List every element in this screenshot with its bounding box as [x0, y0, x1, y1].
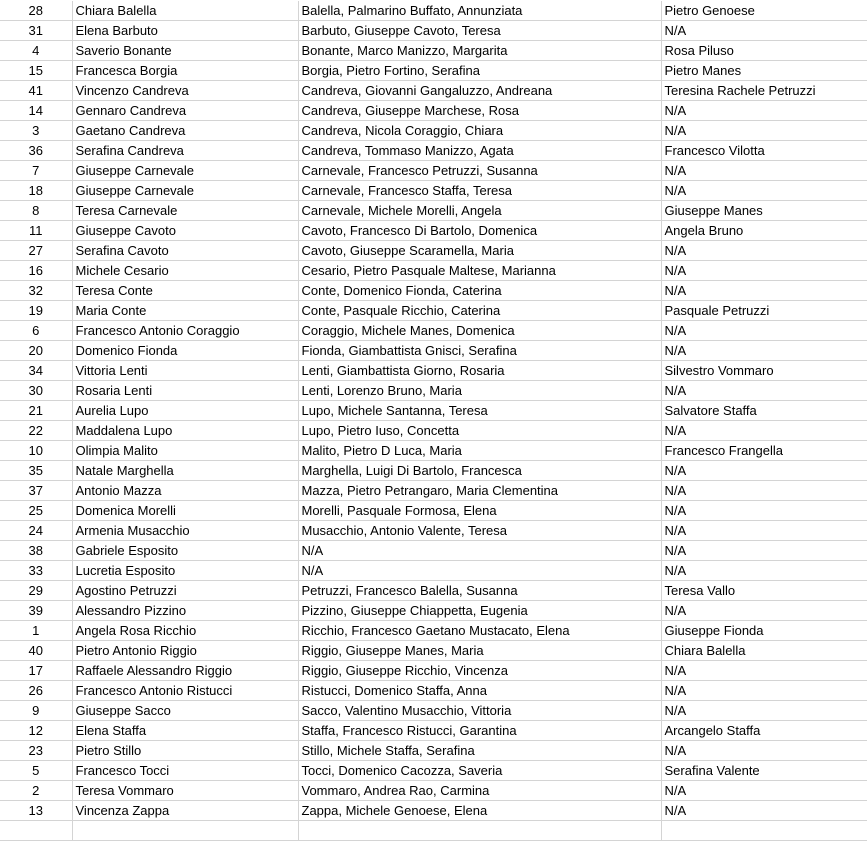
table-row: [0, 801, 867, 821]
parents-cell[interactable]: Conte, Pasquale Ricchio, Caterina: [298, 301, 661, 321]
spouse-cell[interactable]: Pietro Manes: [661, 61, 867, 81]
parents-cell[interactable]: Bonante, Marco Manizzo, Margarita: [298, 41, 661, 61]
parents-cell[interactable]: Lenti, Giambattista Giorno, Rosaria: [298, 361, 661, 381]
spouse-cell[interactable]: Angela Bruno: [661, 221, 867, 241]
spouse-cell[interactable]: Silvestro Vommaro: [661, 361, 867, 381]
parents-cell[interactable]: Staffa, Francesco Ristucci, Garantina: [298, 721, 661, 741]
name-cell[interactable]: Giuseppe Carnevale: [72, 181, 298, 201]
table-row: [0, 501, 867, 521]
parents-cell[interactable]: Sacco, Valentino Musacchio, Vittoria: [298, 701, 661, 721]
id-cell[interactable]: 13: [0, 801, 72, 821]
table-row: [0, 581, 867, 601]
table-row: [0, 261, 867, 281]
id-cell[interactable]: 24: [0, 521, 72, 541]
spouse-cell[interactable]: N/A: [661, 21, 867, 41]
parents-cell[interactable]: Zappa, Michele Genoese, Elena: [298, 801, 661, 821]
id-cell[interactable]: 14: [0, 101, 72, 121]
parents-cell[interactable]: Ricchio, Francesco Gaetano Mustacato, Elena: [298, 621, 661, 641]
name-cell[interactable]: Saverio Bonante: [72, 41, 298, 61]
id-cell[interactable]: 1: [0, 621, 72, 641]
id-cell[interactable]: 34: [0, 361, 72, 381]
id-cell[interactable]: 8: [0, 201, 72, 221]
table-row: [0, 421, 867, 441]
spouse-cell[interactable]: Giuseppe Manes: [661, 201, 867, 221]
id-cell[interactable]: 28: [0, 1, 72, 21]
parents-cell[interactable]: Riggio, Giuseppe Manes, Maria: [298, 641, 661, 661]
table-row: [0, 81, 867, 101]
spreadsheet-grid: [0, 1, 867, 841]
spouse-cell[interactable]: Teresina Rachele Petruzzi: [661, 81, 867, 101]
spouse-cell[interactable]: Salvatore Staffa: [661, 401, 867, 421]
table-row: [0, 461, 867, 481]
spouse-cell[interactable]: N/A: [661, 501, 867, 521]
parents-cell[interactable]: Tocci, Domenico Cacozza, Saveria: [298, 761, 661, 781]
spouse-cell[interactable]: N/A: [661, 601, 867, 621]
name-cell[interactable]: Giuseppe Carnevale: [72, 161, 298, 181]
name-cell[interactable]: Gaetano Candreva: [72, 121, 298, 141]
name-cell[interactable]: Angela Rosa Ricchio: [72, 621, 298, 641]
parents-cell[interactable]: N/A: [298, 561, 661, 581]
name-cell[interactable]: Vincenza Zappa: [72, 801, 298, 821]
name-cell[interactable]: Raffaele Alessandro Riggio: [72, 661, 298, 681]
parents-cell[interactable]: Conte, Domenico Fionda, Caterina: [298, 281, 661, 301]
parents-cell[interactable]: Cavoto, Giuseppe Scaramella, Maria: [298, 241, 661, 261]
id-cell[interactable]: 4: [0, 41, 72, 61]
spouse-cell[interactable]: N/A: [661, 521, 867, 541]
parents-cell[interactable]: Ristucci, Domenico Staffa, Anna: [298, 681, 661, 701]
name-cell[interactable]: Rosaria Lenti: [72, 381, 298, 401]
name-cell[interactable]: Teresa Vommaro: [72, 781, 298, 801]
id-cell[interactable]: 41: [0, 81, 72, 101]
table-row: [0, 761, 867, 781]
table-row: [0, 621, 867, 641]
id-cell[interactable]: 29: [0, 581, 72, 601]
spouse-cell[interactable]: N/A: [661, 161, 867, 181]
table-row: [0, 441, 867, 461]
name-cell[interactable]: Alessandro Pizzino: [72, 601, 298, 621]
name-cell[interactable]: Maddalena Lupo: [72, 421, 298, 441]
id-cell[interactable]: 33: [0, 561, 72, 581]
table-row: [0, 301, 867, 321]
table-row: [0, 101, 867, 121]
name-cell[interactable]: Giuseppe Cavoto: [72, 221, 298, 241]
table-row: [0, 481, 867, 501]
id-cell[interactable]: 20: [0, 341, 72, 361]
spouse-cell[interactable]: N/A: [661, 281, 867, 301]
name-cell[interactable]: Natale Marghella: [72, 461, 298, 481]
name-cell[interactable]: Francesca Borgia: [72, 61, 298, 81]
name-cell[interactable]: Vittoria Lenti: [72, 361, 298, 381]
name-cell[interactable]: Agostino Petruzzi: [72, 581, 298, 601]
parents-cell[interactable]: Borgia, Pietro Fortino, Serafina: [298, 61, 661, 81]
id-cell[interactable]: 32: [0, 281, 72, 301]
name-cell[interactable]: Francesco Antonio Coraggio: [72, 321, 298, 341]
name-cell[interactable]: Teresa Carnevale: [72, 201, 298, 221]
parents-cell[interactable]: Coraggio, Michele Manes, Domenica: [298, 321, 661, 341]
spouse-cell[interactable]: N/A: [661, 241, 867, 261]
spouse-cell[interactable]: Francesco Vilotta: [661, 141, 867, 161]
spouse-cell[interactable]: N/A: [661, 121, 867, 141]
name-cell[interactable]: Chiara Balella: [72, 1, 298, 21]
id-cell[interactable]: 31: [0, 21, 72, 41]
name-cell[interactable]: Elena Barbuto: [72, 21, 298, 41]
spouse-cell[interactable]: N/A: [661, 481, 867, 501]
spouse-cell[interactable]: Francesco Frangella: [661, 441, 867, 461]
id-cell[interactable]: 3: [0, 121, 72, 141]
name-cell[interactable]: Domenica Morelli: [72, 501, 298, 521]
spouse-cell[interactable]: N/A: [661, 781, 867, 801]
spouse-cell[interactable]: N/A: [661, 321, 867, 341]
table-row: [0, 681, 867, 701]
parents-cell[interactable]: Petruzzi, Francesco Balella, Susanna: [298, 581, 661, 601]
spouse-cell[interactable]: N/A: [661, 421, 867, 441]
id-cell[interactable]: 19: [0, 301, 72, 321]
parents-cell[interactable]: Carnevale, Michele Morelli, Angela: [298, 201, 661, 221]
parents-cell[interactable]: Candreva, Giovanni Gangaluzzo, Andreana: [298, 81, 661, 101]
spouse-cell[interactable]: N/A: [661, 701, 867, 721]
parents-cell[interactable]: Carnevale, Francesco Staffa, Teresa: [298, 181, 661, 201]
parents-cell[interactable]: Lupo, Michele Santanna, Teresa: [298, 401, 661, 421]
parents-cell[interactable]: Balella, Palmarino Buffato, Annunziata: [298, 1, 661, 21]
parents-cell[interactable]: Candreva, Nicola Coraggio, Chiara: [298, 121, 661, 141]
name-cell[interactable]: Vincenzo Candreva: [72, 81, 298, 101]
name-cell[interactable]: Elena Staffa: [72, 721, 298, 741]
table-row: [0, 561, 867, 581]
spouse-cell[interactable]: N/A: [661, 181, 867, 201]
table-row: [0, 161, 867, 181]
table-row: [0, 141, 867, 161]
parents-cell[interactable]: Pizzino, Giuseppe Chiappetta, Eugenia: [298, 601, 661, 621]
parents-cell[interactable]: Carnevale, Francesco Petruzzi, Susanna: [298, 161, 661, 181]
parents-cell[interactable]: Candreva, Giuseppe Marchese, Rosa: [298, 101, 661, 121]
id-cell[interactable]: 37: [0, 481, 72, 501]
spouse-cell[interactable]: N/A: [661, 261, 867, 281]
id-cell[interactable]: 6: [0, 321, 72, 341]
spouse-cell[interactable]: Teresa Vallo: [661, 581, 867, 601]
name-cell[interactable]: Teresa Conte: [72, 281, 298, 301]
id-cell[interactable]: 10: [0, 441, 72, 461]
name-cell[interactable]: Olimpia Malito: [72, 441, 298, 461]
table-row: [0, 241, 867, 261]
table-row: [0, 701, 867, 721]
id-cell[interactable]: 23: [0, 741, 72, 761]
table-row: [0, 381, 867, 401]
parents-cell[interactable]: Vommaro, Andrea Rao, Carmina: [298, 781, 661, 801]
name-cell[interactable]: Domenico Fionda: [72, 341, 298, 361]
id-cell[interactable]: 11: [0, 221, 72, 241]
empty-row: [0, 821, 867, 841]
spouse-cell[interactable]: Rosa Piluso: [661, 41, 867, 61]
parents-cell[interactable]: Lenti, Lorenzo Bruno, Maria: [298, 381, 661, 401]
parents-cell[interactable]: Cavoto, Francesco Di Bartolo, Domenica: [298, 221, 661, 241]
table-row: [0, 361, 867, 381]
spouse-cell[interactable]: Pasquale Petruzzi: [661, 301, 867, 321]
table-row: [0, 541, 867, 561]
id-cell[interactable]: 5: [0, 761, 72, 781]
parents-cell[interactable]: Candreva, Tommaso Manizzo, Agata: [298, 141, 661, 161]
table-row: [0, 61, 867, 81]
id-cell[interactable]: 27: [0, 241, 72, 261]
table-row: [0, 401, 867, 421]
grid-body: [0, 1, 867, 841]
name-cell[interactable]: Serafina Cavoto: [72, 241, 298, 261]
spouse-cell[interactable]: N/A: [661, 541, 867, 561]
parents-cell[interactable]: Malito, Pietro D Luca, Maria: [298, 441, 661, 461]
table-row: [0, 521, 867, 541]
table-row: [0, 1, 867, 21]
id-cell[interactable]: 7: [0, 161, 72, 181]
parents-cell[interactable]: Cesario, Pietro Pasquale Maltese, Marianna: [298, 261, 661, 281]
empty-cell[interactable]: [72, 821, 298, 841]
spouse-cell[interactable]: N/A: [661, 101, 867, 121]
name-cell[interactable]: Francesco Antonio Ristucci: [72, 681, 298, 701]
id-cell[interactable]: 21: [0, 401, 72, 421]
id-cell[interactable]: 15: [0, 61, 72, 81]
table-row: [0, 341, 867, 361]
table-row: [0, 121, 867, 141]
spouse-cell[interactable]: N/A: [661, 681, 867, 701]
name-cell[interactable]: Francesco Tocci: [72, 761, 298, 781]
name-cell[interactable]: Aurelia Lupo: [72, 401, 298, 421]
name-cell[interactable]: Serafina Candreva: [72, 141, 298, 161]
id-cell[interactable]: 40: [0, 641, 72, 661]
id-cell[interactable]: 2: [0, 781, 72, 801]
name-cell[interactable]: Gabriele Esposito: [72, 541, 298, 561]
name-cell[interactable]: Antonio Mazza: [72, 481, 298, 501]
table-row: [0, 661, 867, 681]
parents-cell[interactable]: Mazza, Pietro Petrangaro, Maria Clementina: [298, 481, 661, 501]
spouse-cell[interactable]: N/A: [661, 661, 867, 681]
parents-cell[interactable]: Marghella, Luigi Di Bartolo, Francesca: [298, 461, 661, 481]
table-row: [0, 181, 867, 201]
name-cell[interactable]: Giuseppe Sacco: [72, 701, 298, 721]
id-cell[interactable]: 36: [0, 141, 72, 161]
name-cell[interactable]: Pietro Stillo: [72, 741, 298, 761]
table-row: [0, 21, 867, 41]
name-cell[interactable]: Michele Cesario: [72, 261, 298, 281]
name-cell[interactable]: Gennaro Candreva: [72, 101, 298, 121]
spouse-cell[interactable]: N/A: [661, 801, 867, 821]
spouse-cell[interactable]: N/A: [661, 341, 867, 361]
parents-cell[interactable]: Barbuto, Giuseppe Cavoto, Teresa: [298, 21, 661, 41]
empty-cell[interactable]: [298, 821, 661, 841]
parents-cell[interactable]: Fionda, Giambattista Gnisci, Serafina: [298, 341, 661, 361]
parents-cell[interactable]: Stillo, Michele Staffa, Serafina: [298, 741, 661, 761]
name-cell[interactable]: Pietro Antonio Riggio: [72, 641, 298, 661]
id-cell[interactable]: 18: [0, 181, 72, 201]
spouse-cell[interactable]: N/A: [661, 381, 867, 401]
id-cell[interactable]: 26: [0, 681, 72, 701]
spouse-cell[interactable]: Giuseppe Fionda: [661, 621, 867, 641]
table-row: [0, 721, 867, 741]
parents-cell[interactable]: Musacchio, Antonio Valente, Teresa: [298, 521, 661, 541]
id-cell[interactable]: 22: [0, 421, 72, 441]
name-cell[interactable]: Lucretia Esposito: [72, 561, 298, 581]
parents-cell[interactable]: Lupo, Pietro Iuso, Concetta: [298, 421, 661, 441]
table-row: [0, 321, 867, 341]
id-cell[interactable]: 9: [0, 701, 72, 721]
empty-cell[interactable]: [661, 821, 867, 841]
spouse-cell[interactable]: Pietro Genoese: [661, 1, 867, 21]
id-cell[interactable]: 17: [0, 661, 72, 681]
spouse-cell[interactable]: N/A: [661, 561, 867, 581]
table-row: [0, 41, 867, 61]
parents-cell[interactable]: N/A: [298, 541, 661, 561]
spouse-cell[interactable]: Chiara Balella: [661, 641, 867, 661]
spouse-cell[interactable]: N/A: [661, 741, 867, 761]
id-cell[interactable]: 30: [0, 381, 72, 401]
table-row: [0, 641, 867, 661]
parents-cell[interactable]: Riggio, Giuseppe Ricchio, Vincenza: [298, 661, 661, 681]
name-cell[interactable]: Armenia Musacchio: [72, 521, 298, 541]
table-row: [0, 281, 867, 301]
spouse-cell[interactable]: Arcangelo Staffa: [661, 721, 867, 741]
id-cell[interactable]: 35: [0, 461, 72, 481]
table-row: [0, 221, 867, 241]
table-row: [0, 601, 867, 621]
table-row: [0, 201, 867, 221]
spouse-cell[interactable]: N/A: [661, 461, 867, 481]
table-row: [0, 781, 867, 801]
id-cell[interactable]: 12: [0, 721, 72, 741]
spouse-cell[interactable]: Serafina Valente: [661, 761, 867, 781]
id-cell[interactable]: 16: [0, 261, 72, 281]
id-cell[interactable]: 38: [0, 541, 72, 561]
table-row: [0, 741, 867, 761]
empty-cell[interactable]: [0, 821, 72, 841]
id-cell[interactable]: 39: [0, 601, 72, 621]
name-cell[interactable]: Maria Conte: [72, 301, 298, 321]
parents-cell[interactable]: Morelli, Pasquale Formosa, Elena: [298, 501, 661, 521]
id-cell[interactable]: 25: [0, 501, 72, 521]
